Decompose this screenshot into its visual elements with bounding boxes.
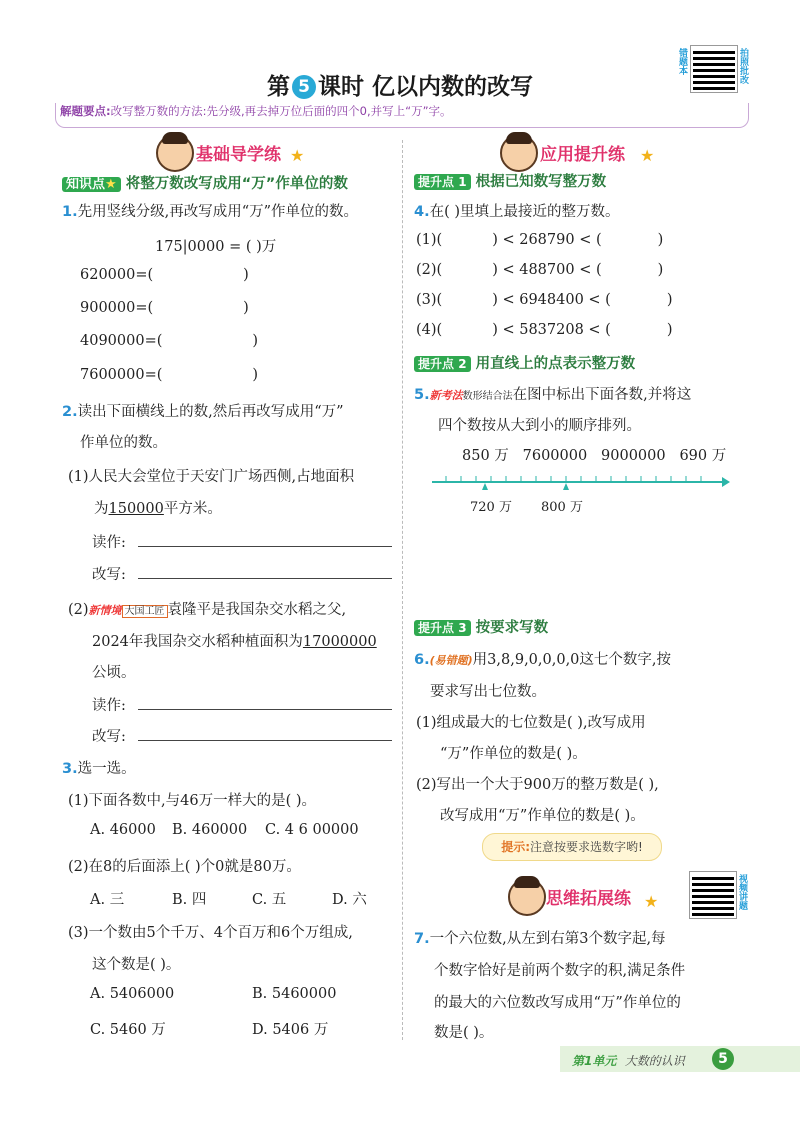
q2-part2-read-label: 读作: — [92, 698, 126, 714]
marker-label-720: 720 万 — [470, 500, 512, 515]
new-context-badge: 新情境 — [88, 604, 122, 617]
q3-part2-opt-a[interactable]: A. 三 — [90, 892, 125, 908]
photo-grade-label: 拍照批改 — [738, 48, 748, 84]
q2-part1-rewrite-label: 改写: — [92, 567, 126, 583]
hint-text: 注意按要求选数字哟! — [530, 840, 643, 854]
knowledge-point-text: 将整万数改写成用“万”作单位的数 — [125, 176, 348, 192]
q1-prompt: 1.先用竖线分级,再改写成用“万”作单位的数。 — [62, 204, 359, 220]
q2-part2-c: 公顷。 — [92, 665, 136, 681]
q3-part3-opt-d[interactable]: D. 5406 万 — [252, 1022, 329, 1038]
q2-part2-rewrite-line[interactable] — [138, 740, 392, 741]
lesson-number-badge: 5 — [292, 75, 316, 99]
title-suffix: 课时 亿以内数的改写 — [317, 74, 533, 100]
qr-code-icon[interactable] — [691, 46, 737, 92]
q7-line-2: 个数字恰好是前两个数字的积,满足条件 — [434, 963, 686, 979]
number-line-arrow — [722, 477, 730, 487]
student-avatar-icon-2 — [500, 134, 538, 172]
q3-part3-a: (3)一个数由5个千万、4个百万和6个万组成, — [68, 925, 353, 941]
marker-720-arrow — [482, 483, 488, 490]
star-icon-3: ★ — [644, 892, 659, 911]
q7-line-1: 7.一个六位数,从左到右第3个数字起,每 — [414, 931, 666, 947]
wrong-book-label: 错题本 — [677, 48, 687, 75]
section-title-apply: 应用提升练 — [540, 145, 625, 165]
q2-part1-read-label: 读作: — [92, 535, 126, 551]
footer-unit: 第1单元 大数的认识 — [572, 1054, 685, 1068]
q4-row-3: (3)( ) < 6948400 < ( ) — [416, 292, 673, 308]
new-method-badge: 新考法 — [429, 389, 463, 402]
section-title-expand: 思维拓展练 — [546, 889, 631, 909]
q3-part2-opt-d[interactable]: D. 六 — [332, 892, 367, 908]
q3-part3-opt-b[interactable]: B. 5460000 — [252, 986, 337, 1002]
q2-part1-b: 为150000平方米。 — [94, 501, 222, 517]
q3-part1-opt-c[interactable]: C. 4 6 00000 — [265, 822, 359, 838]
q2-part2-read-line[interactable] — [138, 709, 392, 710]
thinking-avatar-icon — [508, 878, 546, 916]
page-number: 5 — [712, 1048, 734, 1070]
q6-part2-a: (2)写出一个大于900万的整万数是( ), — [416, 777, 659, 793]
q4-row-4: (4)( ) < 5837208 < ( ) — [416, 322, 673, 338]
q7-line-4: 数是( )。 — [434, 1025, 494, 1041]
knowledge-point-badge: 知识点★ — [62, 177, 121, 192]
video-qr-code-icon[interactable] — [690, 872, 736, 918]
q1-item-2: 900000=( ) — [80, 300, 249, 316]
q2-part1-rewrite-line[interactable] — [138, 578, 392, 579]
q3-part2-opt-b[interactable]: B. 四 — [172, 892, 207, 908]
method-badge: 数形结合法 — [462, 391, 513, 402]
error-prone-badge: (易错题) — [429, 654, 473, 667]
q1-item-4: 7600000=( ) — [80, 367, 259, 383]
q4-row-1: (1)( ) < 268790 < ( ) — [416, 232, 664, 248]
q2-prompt: 2.读出下面横线上的数,然后再改写成用“万” — [62, 404, 344, 420]
improve-point-3-text: 按要求写数 — [475, 620, 549, 636]
q6-part1-a: (1)组成最大的七位数是( ),改写成用 — [416, 715, 646, 731]
q2-prompt-2: 作单位的数。 — [80, 435, 167, 451]
number-line[interactable] — [430, 470, 730, 494]
improve-point-1-header — [414, 170, 606, 191]
key-points-label: 解题要点: — [60, 104, 111, 118]
q3-part1: (1)下面各数中,与46万一样大的是( )。 — [68, 793, 317, 809]
q1-example: 175|0000 = ( )万 — [155, 239, 277, 255]
q6-prompt-2: 要求写出七位数。 — [430, 684, 546, 700]
q4-prompt: 4.在( )里填上最接近的整万数。 — [414, 204, 620, 220]
q3-part3-b: 这个数是( )。 — [92, 957, 181, 973]
q1-item-1: 620000=( ) — [80, 267, 249, 283]
q5-prompt: 5.新考法数形结合法在图中标出下面各数,并将这 — [414, 387, 692, 403]
q3-part1-opt-b[interactable]: B. 460000 — [172, 822, 248, 838]
q3-prompt: 3.选一选。 — [62, 761, 136, 777]
column-divider — [402, 140, 403, 1040]
improve-point-2-header: 提升点 2 用直线上的点表示整万数 — [414, 352, 635, 373]
student-avatar-icon — [156, 134, 194, 172]
q3-part3-opt-a[interactable]: A. 5406000 — [90, 986, 175, 1002]
q6-part1-b: “万”作单位的数是( )。 — [440, 746, 587, 762]
q5-prompt-2: 四个数按从大到小的顺序排列。 — [438, 418, 641, 434]
q2-part2-a: (2)新情境 大国工匠 袁隆平是我国杂交水稻之父, — [68, 602, 347, 618]
hint-label: 提示: — [501, 840, 530, 854]
q4-row-2: (2)( ) < 488700 < ( ) — [416, 262, 664, 278]
q2-part1-a: (1)人民大会堂位于天安门广场西侧,占地面积 — [68, 469, 355, 485]
improve-point-2-text: 用直线上的点表示整万数 — [475, 356, 636, 372]
video-label: 视频讲题 — [737, 874, 747, 910]
star-icon: ★ — [290, 146, 305, 165]
q3-part2-opt-c[interactable]: C. 五 — [252, 892, 287, 908]
q6-part2-b: 改写成用“万”作单位的数是( )。 — [440, 808, 645, 824]
q2-part1-read-line[interactable] — [138, 546, 392, 547]
key-points-bar — [55, 103, 749, 128]
q2-part2-rewrite-label: 改写: — [92, 729, 126, 745]
q2-part2-b: 2024年我国杂交水稻种植面积为17000000 — [92, 634, 377, 650]
marker-label-800: 800 万 — [541, 500, 583, 515]
improve-point-badge: 提升点 1 — [414, 174, 471, 190]
q3-part1-opt-a[interactable]: A. 46000 — [90, 822, 156, 838]
q1-item-3: 4090000=( ) — [80, 333, 259, 349]
star-icon-2: ★ — [640, 146, 655, 165]
q3-part2: (2)在8的后面添上( )个0就是80万。 — [68, 859, 301, 875]
improve-point-1-text: 根据已知数写整万数 — [475, 174, 607, 190]
key-points-text: 改写整万数的方法:先分级,再去掉万位后面的四个0,并写上“万”字。 — [110, 104, 452, 118]
knowledge-point-header — [62, 172, 348, 193]
q7-line-3: 的最大的六位数改写成用“万”作单位的 — [434, 995, 681, 1011]
improve-point-3-header: 提升点 3 按要求写数 — [414, 616, 548, 637]
marker-800-arrow — [563, 483, 569, 490]
section-title-basic: 基础导学练 — [196, 145, 281, 165]
title-prefix: 第 — [266, 74, 290, 100]
q6-prompt: 6.(易错题)用3,8,9,0,0,0,0这七个数字,按 — [414, 652, 672, 668]
q3-part3-opt-c[interactable]: C. 5460 万 — [90, 1022, 166, 1038]
q5-numbers: 850 万 7600000 9000000 690 万 — [462, 448, 727, 464]
hint-bubble — [482, 833, 662, 861]
craftsman-badge: 大国工匠 — [122, 605, 168, 618]
